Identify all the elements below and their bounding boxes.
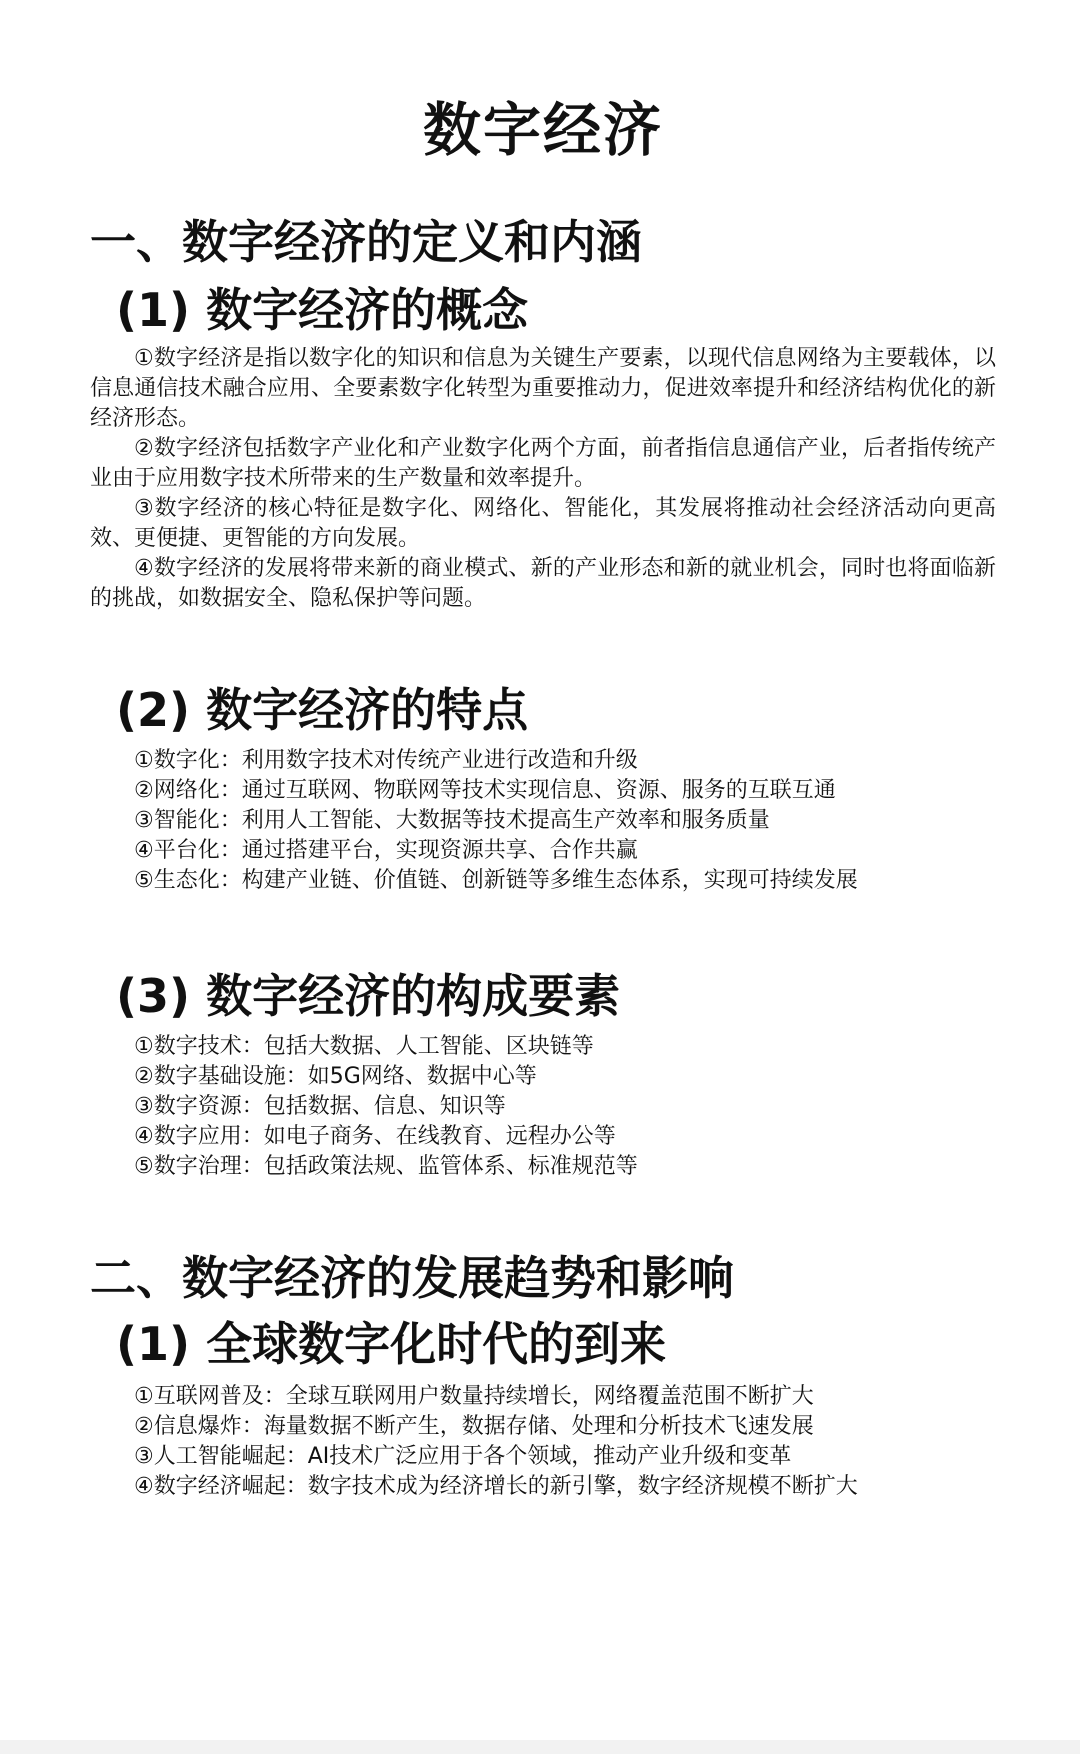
- features-list: [90, 746, 996, 896]
- paragraph: ③数字经济的核心特征是数字化、网络化、智能化，其发展将推动社会经济活动向更高效、更便捷、更智能的方向发展。: [90, 496, 996, 551]
- list-item: ①数字技术：包括大数据、人工智能、区块链等: [134, 1034, 594, 1059]
- list-item: ②网络化：通过互联网、物联网等技术实现信息、资源、服务的互联互通: [134, 778, 836, 803]
- subsection-heading: (3) 数字经济的构成要素: [116, 969, 621, 1023]
- list-item: ③数字资源：包括数据、信息、知识等: [134, 1094, 506, 1119]
- paragraph: ②数字经济包括数字产业化和产业数字化两个方面，前者指信息通信产业，后者指传统产业由于应用数字技术所带来的生产数量和效率提升。: [90, 436, 996, 491]
- concept-paragraphs: [90, 344, 996, 614]
- paragraph: ④数字经济的发展将带来新的商业模式、新的产业形态和新的就业机会，同时也将面临新的挑战，如数据安全、隐私保护等问题。: [90, 556, 996, 611]
- section-heading: 一、数字经济的定义和内涵: [90, 215, 642, 269]
- list-item: ③智能化：利用人工智能、大数据等技术提高生产效率和服务质量: [134, 808, 770, 833]
- list-item: ③人工智能崛起：AI技术广泛应用于各个领域，推动产业升级和变革: [134, 1444, 792, 1469]
- list-item: ①数字化：利用数字技术对传统产业进行改造和升级: [134, 748, 638, 773]
- list-item: ④数字经济崛起：数字技术成为经济增长的新引擎，数字经济规模不断扩大: [134, 1474, 858, 1499]
- list-item: ⑤数字治理：包括政策法规、监管体系、标准规范等: [134, 1154, 638, 1179]
- list-item: ④平台化：通过搭建平台，实现资源共享、合作共赢: [134, 838, 638, 863]
- subsection-heading: (1) 全球数字化时代的到来: [116, 1317, 667, 1371]
- list-item: ⑤生态化：构建产业链、价值链、创新链等多维生态体系，实现可持续发展: [134, 868, 858, 893]
- document-title: 数字经济: [422, 96, 663, 164]
- paragraph: ①数字经济是指以数字化的知识和信息为关键生产要素，以现代信息网络为主要载体，以信息通信技术融合应用、全要素数字化转型为重要推动力，促进效率提升和经济结构优化的新经济形态。: [90, 346, 996, 431]
- list-item: ④数字应用：如电子商务、在线教育、远程办公等: [134, 1124, 616, 1149]
- page-bottom-edge: [0, 1740, 1080, 1754]
- subsection-heading: (2) 数字经济的特点: [116, 683, 529, 737]
- list-item: ①互联网普及：全球互联网用户数量持续增长，网络覆盖范围不断扩大: [134, 1384, 814, 1409]
- list-item: ②数字基础设施：如5G网络、数据中心等: [134, 1064, 537, 1089]
- list-item: ②信息爆炸：海量数据不断产生，数据存储、处理和分析技术飞速发展: [134, 1414, 814, 1439]
- subsection-heading: (1) 数字经济的概念: [116, 283, 529, 337]
- elements-list: [90, 1032, 996, 1182]
- section-heading: 二、数字经济的发展趋势和影响: [90, 1251, 734, 1305]
- trends-list: [90, 1382, 996, 1502]
